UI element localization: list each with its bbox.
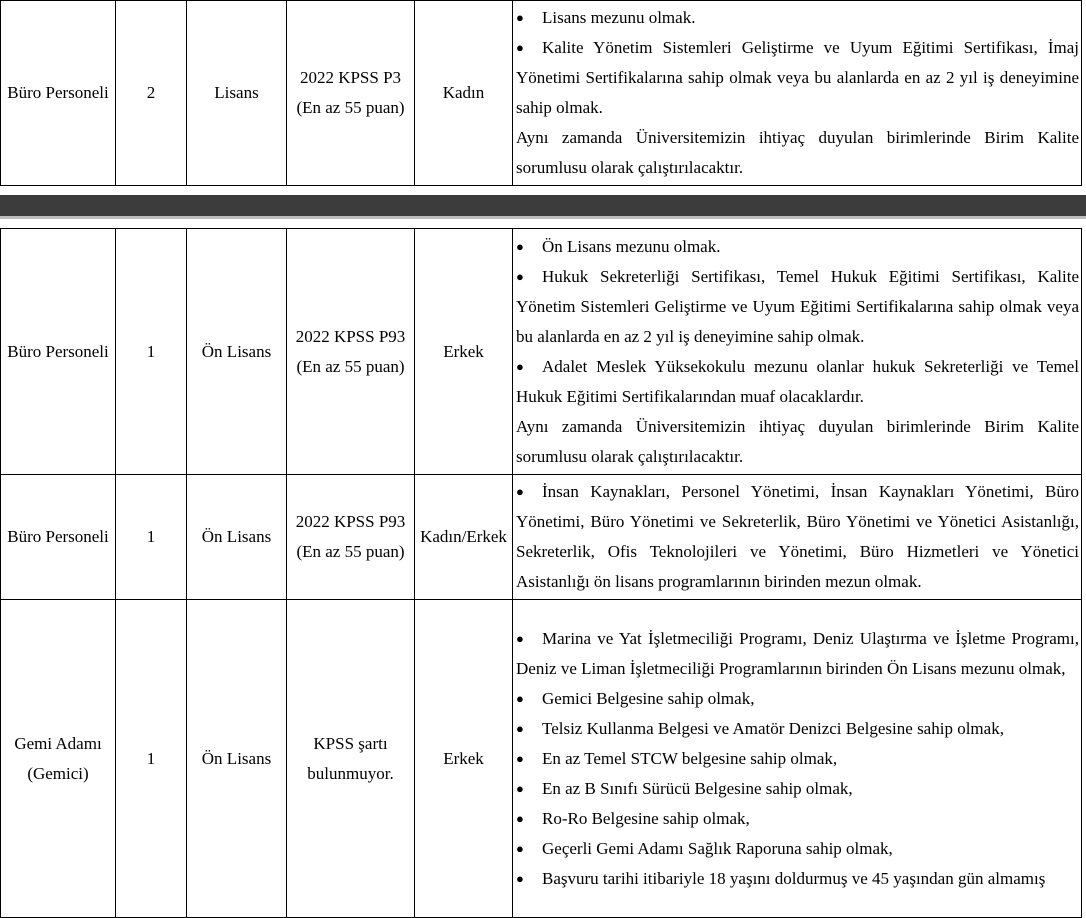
gender-requirement: Kadın/Erkek: [415, 475, 513, 600]
qualification-text: İnsan Kaynakları, Personel Yönetimi, İnsan Kaynakları Yönetimi, Büro Yönetimi, Büro Yönetimi ve Sekreterlik, Büro Yönetimi ve Yönetici Asistanlığı, Sekreterlik, Ofis Teknolojileri ve Yönetimi, Büro Hizmetleri ve Yönetici Asistanlığı ön lisans programlarının birinden mezun olmak.: [516, 482, 1079, 591]
gender-requirement: Kadın: [415, 1, 513, 186]
position-title-cell: [1, 1, 116, 186]
bullet-icon: ●: [516, 238, 524, 254]
qualification-item: [516, 714, 1079, 744]
qualification-text: Geçerli Gemi Adamı Sağlık Raporuna sahip olmak,: [542, 838, 893, 858]
education-level: Ön Lisans: [187, 600, 287, 918]
education-level: Ön Lisans: [187, 229, 287, 475]
kpss-requirement: (En az 55 puan): [296, 356, 405, 376]
kpss-requirement-cell: [287, 475, 415, 600]
bullet-icon: ●: [516, 780, 524, 796]
position-title: Büro Personeli: [7, 341, 109, 361]
position-title-cell: [1, 475, 116, 600]
kpss-requirement-cell: [287, 600, 415, 918]
qualification-text: Gemici Belgesine sahip olmak,: [542, 688, 755, 708]
qualification-text: Lisans mezunu olmak.: [542, 8, 696, 27]
qualification-item: [516, 3, 1079, 33]
qualification-item: [516, 774, 1079, 804]
position-title-cell: [1, 229, 116, 475]
bullet-icon: ●: [516, 268, 524, 284]
qualification-text: Marina ve Yat İşletmeciliği Programı, Deniz Ulaştırma ve İşletme Programı, Deniz ve Liman İşletmeciliği Programlarının birinden Ön Lisans mezunu olmak,: [516, 628, 1079, 678]
position-table-top: [0, 0, 1082, 186]
qualification-item: [516, 412, 1079, 472]
bullet-icon: ●: [516, 870, 524, 886]
qualification-item: [516, 804, 1079, 834]
bullet-icon: ●: [516, 40, 524, 55]
education-level: Ön Lisans: [187, 475, 287, 600]
qualification-item: [516, 744, 1079, 774]
position-count: 1: [116, 229, 187, 475]
position-table-bottom: [0, 228, 1082, 918]
kpss-requirement: bulunmuyor.: [307, 763, 394, 783]
position-title: Büro Personeli: [7, 527, 109, 546]
kpss-requirement: (En az 55 puan): [296, 542, 405, 561]
qualification-text: En az B Sınıfı Sürücü Belgesine sahip olmak,: [542, 778, 853, 798]
gender-requirement: Erkek: [415, 600, 513, 918]
qualification-text: Ön Lisans mezunu olmak.: [542, 236, 721, 256]
bullet-icon: ●: [516, 358, 524, 374]
qualification-text: Aynı zamanda Üniversitemizin ihtiyaç duyulan birimlerinde Birim Kalite sorumlusu olarak çalıştırılacaktır.: [516, 416, 1079, 466]
bullet-icon: ●: [516, 10, 524, 25]
qualifications-cell: [513, 229, 1082, 475]
kpss-requirement: KPSS şartı: [313, 733, 388, 753]
qualification-text: Kalite Yönetim Sistemleri Geliştirme ve Uyum Eğitimi Sertifikası, İmaj Yönetimi Sertifikalarına sahip olmak veya bu alanlarda en az 2 yıl iş deneyimine sahip olmak.: [516, 38, 1079, 117]
qualification-text: Ro-Ro Belgesine sahip olmak,: [542, 808, 750, 828]
qualification-item: [516, 123, 1079, 183]
kpss-requirement-cell: [287, 1, 415, 186]
kpss-requirement: (En az 55 puan): [296, 98, 405, 117]
qualification-text: Adalet Meslek Yüksekokulu mezunu olanlar hukuk Sekreterliği ve Temel Hukuk Eğitimi Sertifikalarından muaf olacaklardır.: [516, 356, 1079, 406]
position-title-cell: [1, 600, 116, 918]
position-row: [1, 229, 1082, 475]
education-level: Lisans: [187, 1, 287, 186]
position-count: 1: [116, 475, 187, 600]
position-row: [1, 600, 1082, 918]
qualifications-cell: [513, 475, 1082, 600]
qualification-item: [516, 262, 1079, 352]
qualification-item: [516, 684, 1079, 714]
qualification-text: Başvuru tarihi itibariyle 18 yaşını doldurmuş ve 45 yaşından gün almamış: [542, 868, 1046, 888]
qualification-item: [516, 477, 1079, 597]
position-row: [1, 475, 1082, 600]
bullet-icon: ●: [516, 690, 524, 706]
qualification-item: [516, 352, 1079, 412]
qualifications-cell: [513, 600, 1082, 918]
bullet-icon: ●: [516, 720, 524, 736]
section-divider-shadow: [0, 216, 1086, 219]
qualification-text: Hukuk Sekreterliği Sertifikası, Temel Hukuk Eğitimi Sertifikası, Kalite Yönetim Sistemleri Geliştirme ve Uyum Eğitimi Sertifikalarına sahip olmak veya bu alanlarda en az 2 yıl iş deneyimine sahip olmak.: [516, 266, 1079, 346]
kpss-requirement: 2022 KPSS P93: [295, 512, 406, 531]
bullet-icon: ●: [516, 750, 524, 766]
qualification-item: [516, 33, 1079, 123]
position-title: Büro Personeli: [7, 83, 109, 102]
qualification-text: Telsiz Kullanma Belgesi ve Amatör Denizci Belgesine sahip olmak,: [542, 718, 1004, 738]
position-row: [1, 1, 1082, 186]
bullet-icon: ●: [516, 840, 524, 856]
bullet-icon: ●: [516, 630, 524, 646]
gender-requirement: Erkek: [415, 229, 513, 475]
bullet-icon: ●: [516, 810, 524, 826]
position-title: Gemi Adamı: [14, 733, 102, 753]
kpss-requirement: 2022 KPSS P93: [295, 326, 406, 346]
section-divider: [0, 195, 1086, 216]
qualification-text: En az Temel STCW belgesine sahip olmak,: [542, 748, 838, 768]
kpss-requirement: 2022 KPSS P3: [299, 68, 402, 87]
position-count: 2: [116, 1, 187, 186]
qualifications-cell: [513, 1, 1082, 186]
qualification-item: [516, 624, 1079, 684]
qualification-text: Aynı zamanda Üniversitemizin ihtiyaç duyulan birimlerinde Birim Kalite sorumlusu olarak çalıştırılacaktır.: [516, 128, 1079, 177]
kpss-requirement-cell: [287, 229, 415, 475]
qualification-item: [516, 232, 1079, 262]
bullet-icon: ●: [516, 484, 524, 499]
position-count: 1: [116, 600, 187, 918]
qualification-item: [516, 864, 1079, 894]
qualification-item: [516, 834, 1079, 864]
position-title: (Gemici): [27, 763, 89, 783]
